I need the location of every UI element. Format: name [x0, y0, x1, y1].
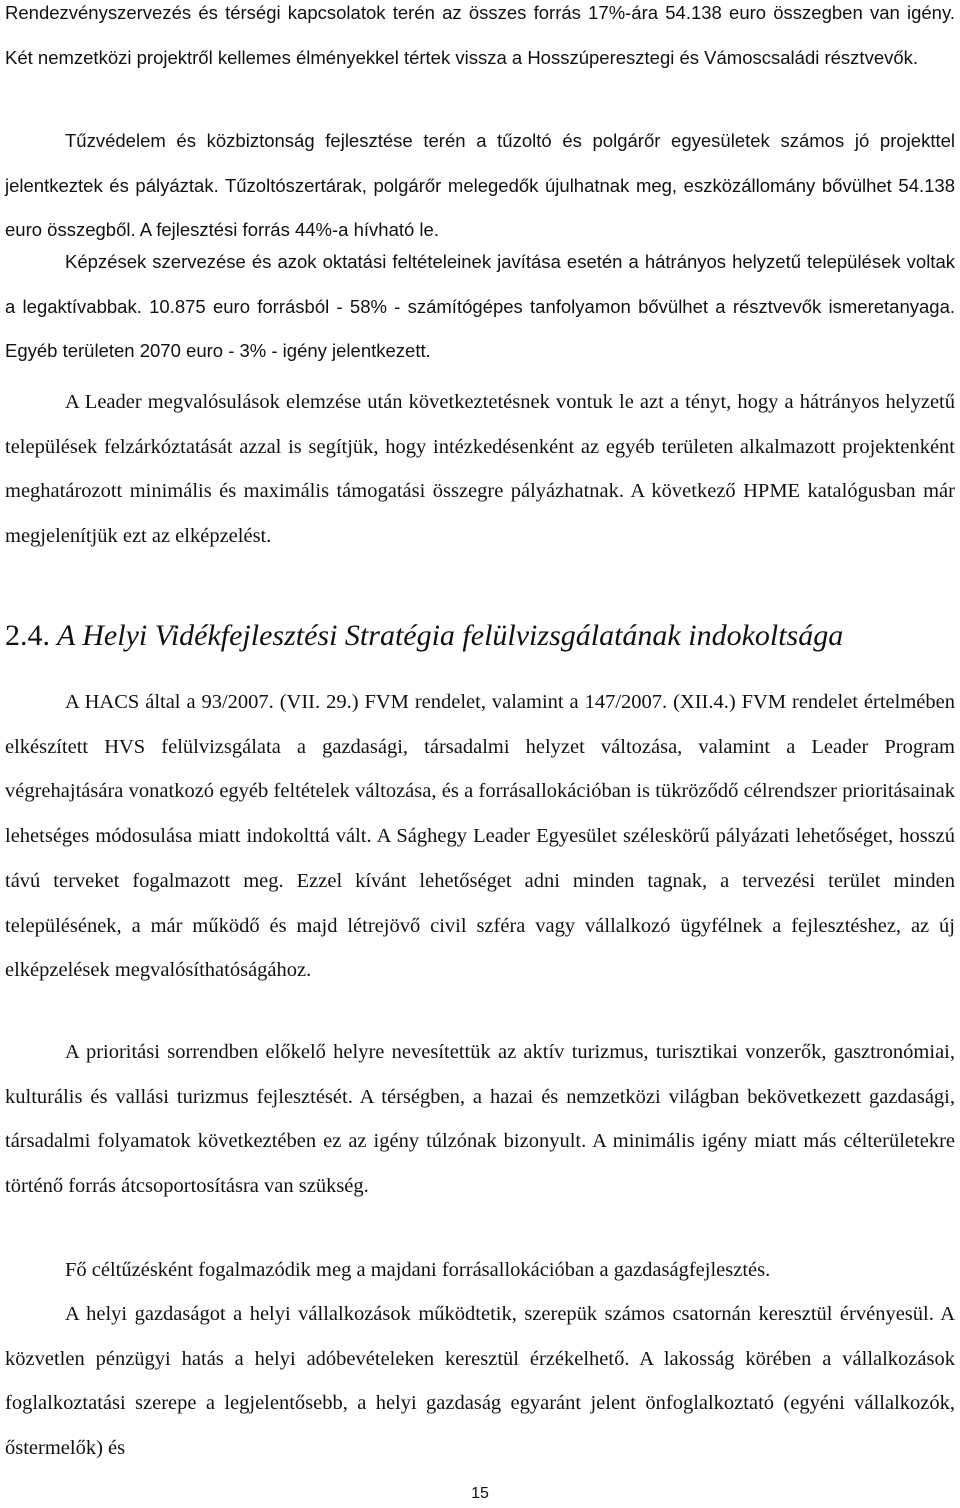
section-title: A Helyi Vidékfejlesztési Stratégia felülvizsgálatának indokoltsága	[56, 619, 844, 652]
paragraph-main-goal: Fő céltűzésként fogalmazódik meg a majdani forrásallokációban a gazdaságfejlesztés.	[65, 1259, 771, 1281]
paragraph-fire-protection: Tűzvédelem és közbiztonság fejlesztése terén a tűzoltó és polgárőr egyesületek számos jó projekttel jelentkeztek és pályáztak. Tűzoltószertárak, polgárőr melegedők újulhatnak meg, eszközállomány bővülhet 54.138 euro összegből. A fejlesztési forrás 44%-a hívható le.	[5, 130, 955, 241]
paragraph-event-organisation: Rendezvényszervezés és térségi kapcsolatok terén az összes forrás 17%-ára 54.138 euro összegben van igény. Két nemzetközi projektről kellemes élményekkel tértek vissza a Hosszúperesztegi és Vámoscsaládi résztvevők.	[5, 2, 955, 68]
section-heading	[5, 608, 955, 664]
paragraph-trainings: Képzések szervezése és azok oktatási feltételeinek javítása esetén a hátrányos helyzetű települések voltak a legaktívabbak. 10.875 euro forrásból - 58% - számítógépes tanfolyamon bővülhet a résztvevők ismeretanyaga. Egyéb területen 2070 euro - 3% - igény jelentkezett.	[5, 251, 955, 362]
paragraph-hvs-review: A HACS által a 93/2007. (VII. 29.) FVM rendelet, valamint a 147/2007. (XII.4.) FVM rendelet értelmében elkészített HVS felülvizsgálata a gazdasági, társadalmi helyzet változása, valamint a Leader Program végrehajtására vonatkozó egyéb feltételek változása, és a forrásallokációban is tükröződő célrendszer prioritásainak lehetséges módosulása miatt indokolttá vált. A Sághegy Leader Egyesület széleskörű pályázati lehetőséget, hosszú távú terveket fogalmazott meg. Ezzel kívánt lehetőséget adni minden tagnak, a tervezési terület minden településének, a már működő és majd létrejövő civil szféra vagy vállalkozó ügyfélnek a fejlesztéshez, az új elképzelések megvalósíthatóságához.	[5, 691, 955, 982]
paragraph-leader-analysis: A Leader megvalósulások elemzése után következtetésnek vontuk le azt a tényt, hogy a hátrányos helyzetű települések felzárkóztatását azzal is segítjük, hogy intézkedésenként az egyéb területen alkalmazott projektenként meghatározott minimális és maximális támogatási összegre pályázhatnak. A következő HPME katalógusban már megjelenítjük ezt az elképzelést.	[5, 391, 955, 548]
paragraph-priority-tourism: A prioritási sorrendben előkelő helyre nevesítettük az aktív turizmus, turisztikai vonzerők, gasztronómiai, kulturális és vallási turizmus fejlesztését. A térségben, a hazai és nemzetközi világban bekövetkezett gazdasági, társadalmi folyamatok következtében ez az igény túlzónak bizonyult. A minimális igény miatt más célterületekre történő forrás átcsoportosításra van szükség.	[5, 1041, 955, 1198]
section-number: 2.4.	[5, 619, 50, 652]
page-number: 15	[471, 1485, 489, 1502]
paragraph-local-economy: A helyi gazdaságot a helyi vállalkozások működtetik, szerepük számos csatornán keresztül érvényesül. A közvetlen pénzügyi hatás a helyi adóbevételeken keresztül érzékelhető. A lakosság körében a vállalkozások foglalkoztatási szerepe a legjelentősebb, a helyi gazdaság egyaránt jelent önfoglalkoztató (egyéni vállalkozók, őstermelők) és	[5, 1303, 955, 1460]
